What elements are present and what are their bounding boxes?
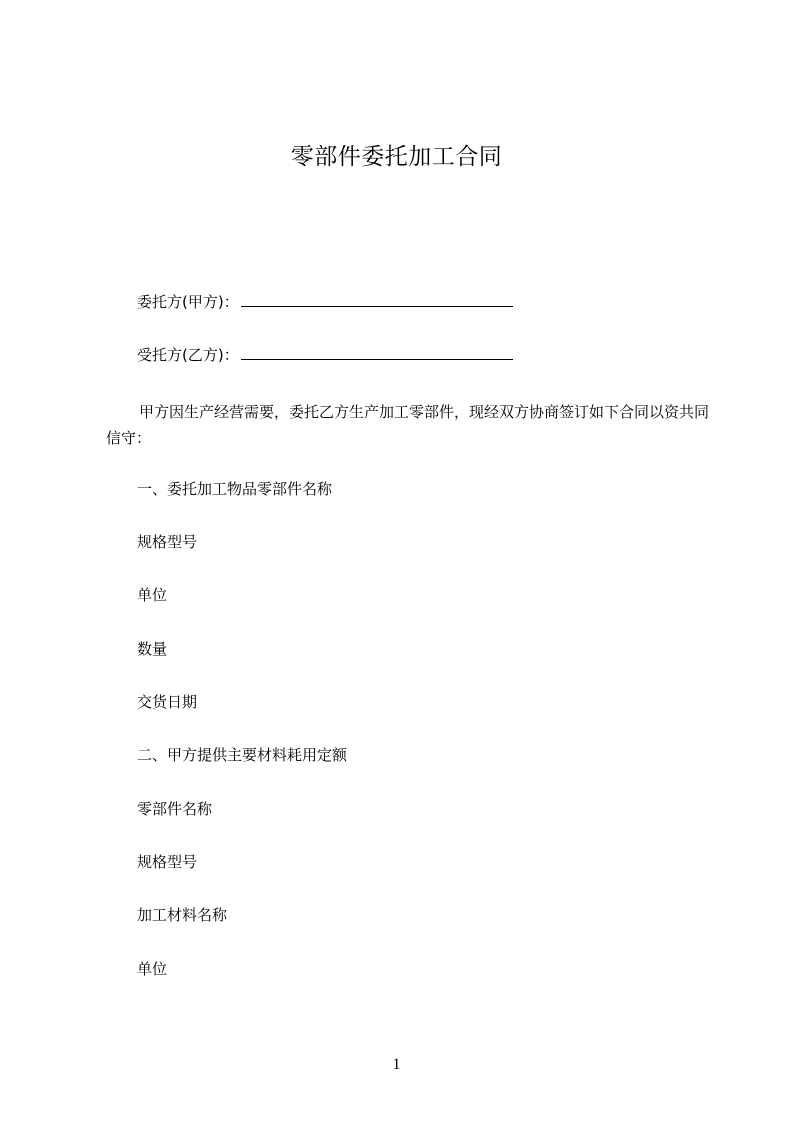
section2-item-material-name: 加工材料名称 (137, 906, 228, 924)
section2-item-spec: 规格型号 (137, 853, 198, 871)
section1-item-unit: 单位 (137, 586, 168, 604)
section2-item-unit: 单位 (137, 960, 168, 978)
section1-heading: 一、委托加工物品零部件名称 (137, 480, 333, 498)
section1-item-delivery-date: 交货日期 (137, 693, 198, 711)
section1-item-quantity: 数量 (137, 640, 168, 658)
party-a-blank (241, 291, 513, 307)
document-title: 零部件委托加工合同 (290, 144, 503, 170)
section1-item-spec: 规格型号 (137, 533, 198, 551)
section2-heading: 二、甲方提供主要材料耗用定额 (137, 746, 348, 764)
party-b-blank (241, 344, 513, 360)
page-number: 1 (392, 1056, 401, 1073)
section2-item-part-name: 零部件名称 (137, 800, 213, 818)
party-b-label: 受托方(乙方)： (137, 346, 239, 364)
intro-paragraph: 甲方因生产经营需要，委托乙方生产加工零部件，现经双方协商签订如下合同以资共同信守： (106, 403, 710, 447)
party-a-line (137, 291, 513, 312)
party-a-label: 委托方(甲方)： (137, 293, 239, 311)
party-b-line (137, 344, 513, 365)
